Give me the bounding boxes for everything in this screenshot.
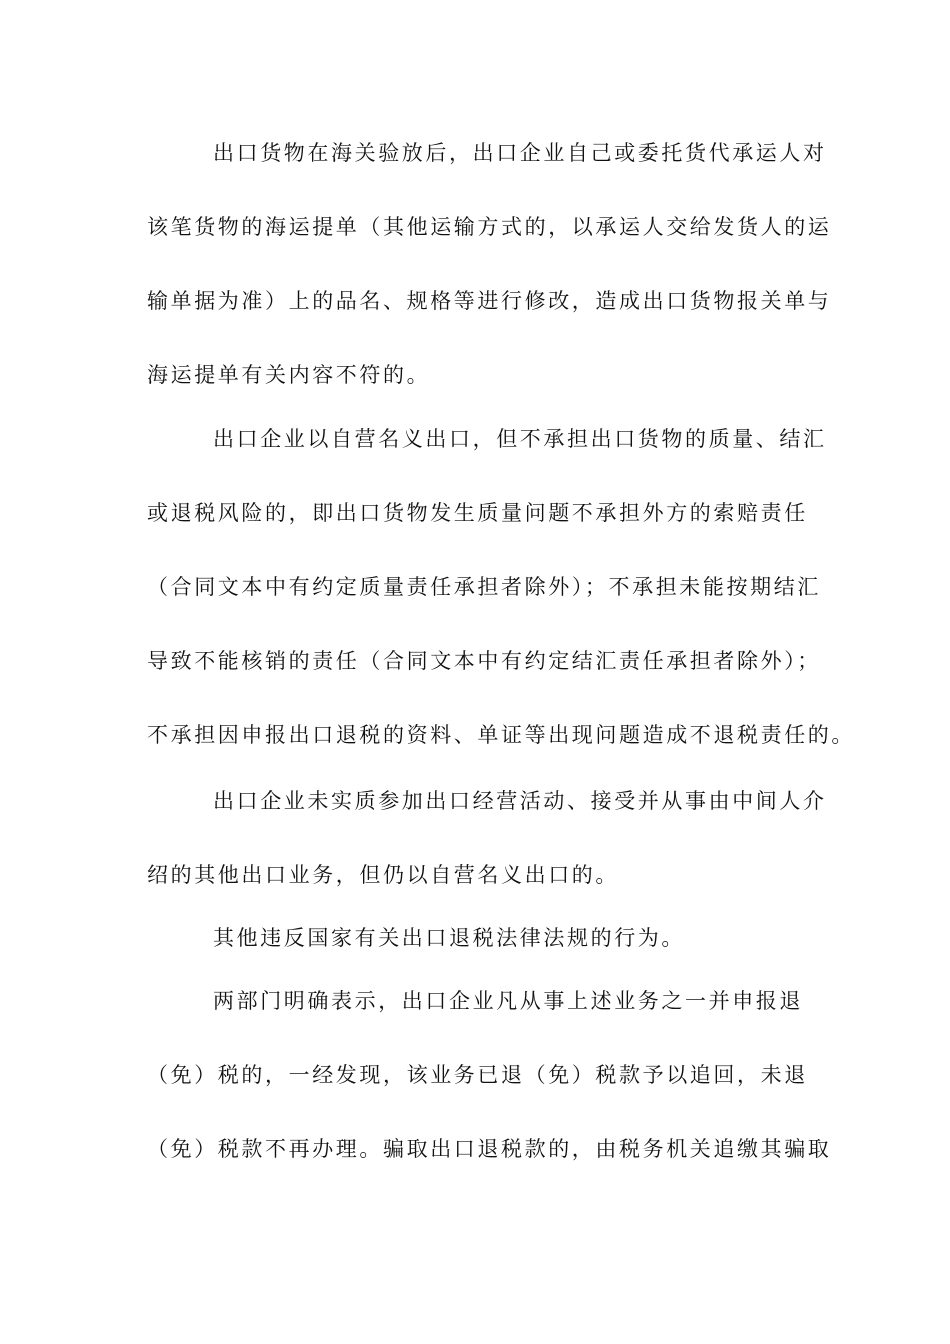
paragraph-1-line-2: 该笔货物的海运提单（其他运输方式的，以承运人交给发货人的运 (147, 215, 832, 239)
paragraph-2-line-4: 导致不能核销的责任（合同文本中有约定结汇责任承担者除外）； (147, 649, 821, 673)
paragraph-1-line-1: 出口货物在海关验放后，出口企业自己或委托货代承运人对 (213, 141, 827, 165)
paragraph-5-line-1: 两部门明确表示，出口企业凡从事上述业务之一并申报退 (213, 989, 803, 1013)
paragraph-3-line-1: 出口企业未实质参加出口经营活动、接受并从事由中间人介 (213, 789, 827, 813)
paragraph-5-line-2: （免）税的，一经发现，该业务已退（免）税款予以追回，未退 (147, 1063, 808, 1087)
paragraph-5-line-3: （免）税款不再办理。骗取出口退税款的，由税务机关追缴其骗取 (147, 1137, 832, 1161)
paragraph-1-line-3: 输单据为准）上的品名、规格等进行修改，造成出口货物报关单与 (147, 289, 832, 313)
paragraph-3-line-2: 绍的其他出口业务，但仍以自营名义出口的。 (147, 863, 619, 887)
paragraph-2-line-1: 出口企业以自营名义出口，但不承担出口货物的质量、结汇 (213, 427, 827, 451)
paragraph-2-line-5: 不承担因申报出口退税的资料、单证等出现问题造成不退税责任的。 (147, 723, 855, 747)
paragraph-1-line-4: 海运提单有关内容不符的。 (147, 363, 431, 387)
paragraph-2-line-2: 或退税风险的，即出口货物发生质量问题不承担外方的索赔责任 (147, 501, 808, 525)
paragraph-2-line-3: （合同文本中有约定质量责任承担者除外）；不承担未能按期结汇 (147, 575, 821, 599)
paragraph-4-line-1: 其他违反国家有关出口退税法律法规的行为。 (213, 926, 685, 950)
